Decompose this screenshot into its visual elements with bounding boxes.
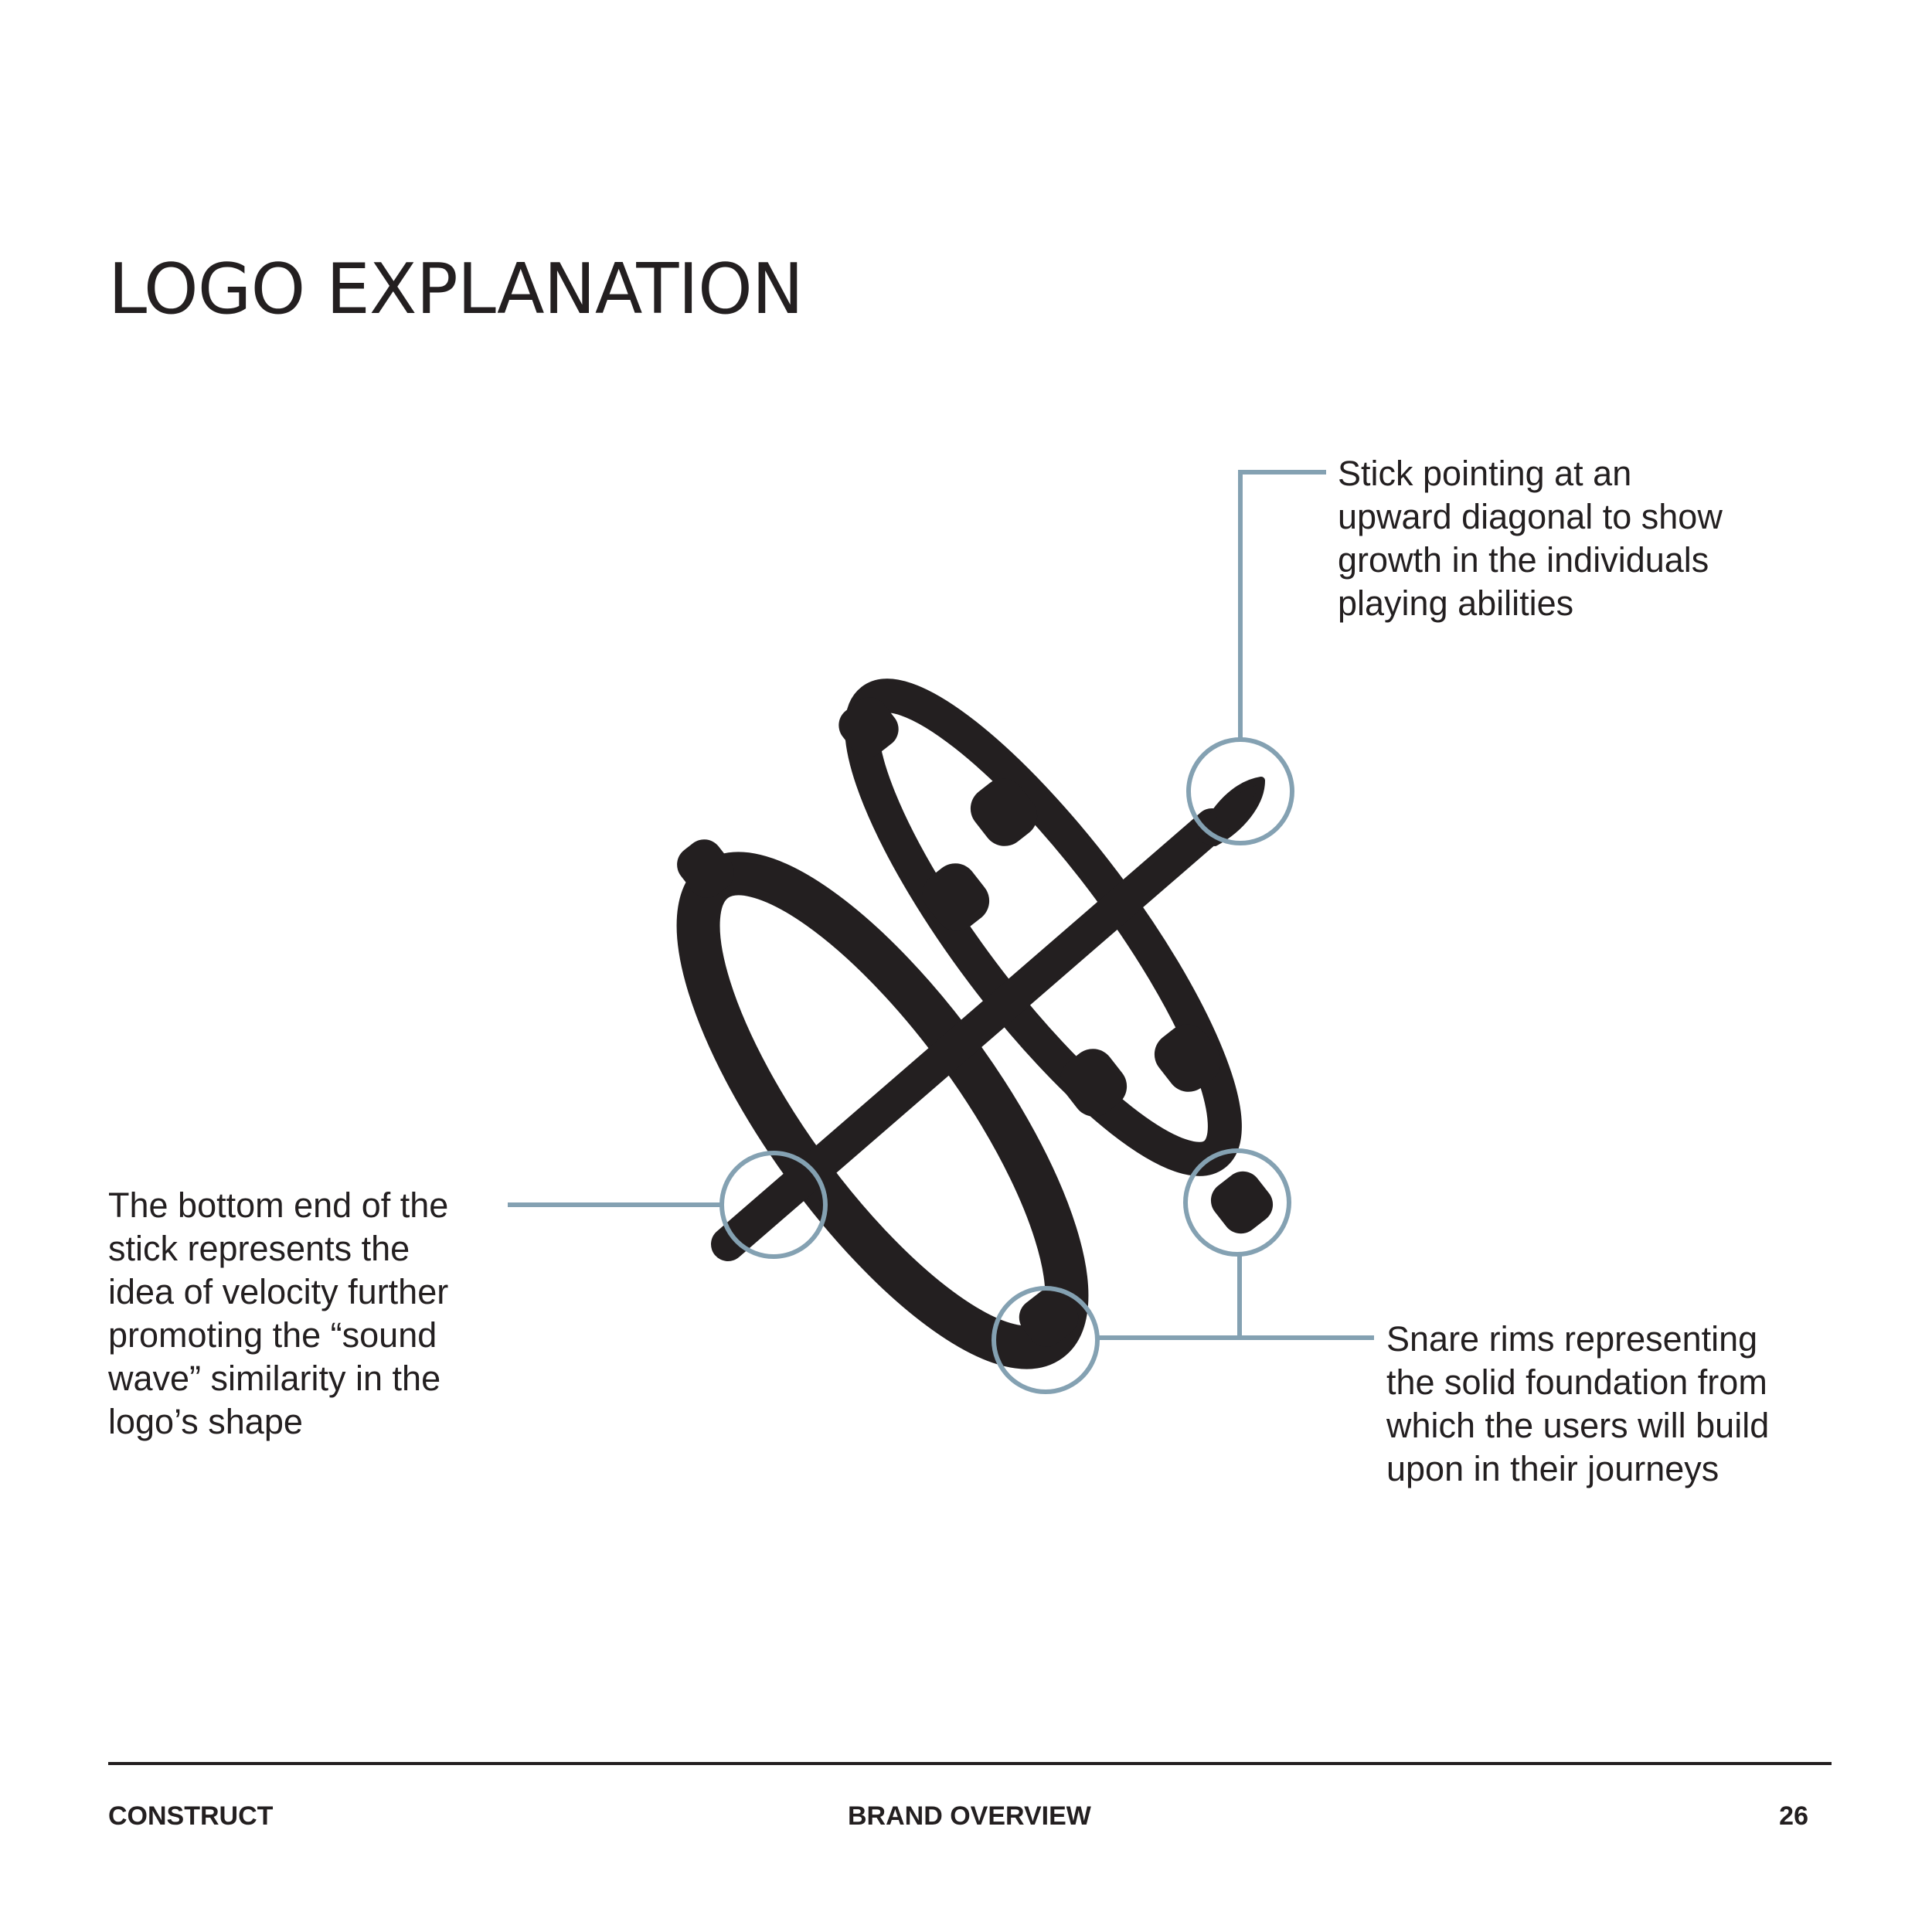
callout-line: growth in the individuals bbox=[1338, 540, 1709, 580]
callout-line: logo’s shape bbox=[108, 1402, 303, 1441]
footer-section: BRAND OVERVIEW bbox=[848, 1801, 1091, 1831]
callout-line: promoting the “sound bbox=[108, 1315, 437, 1355]
callout-line: Snare rims representing bbox=[1386, 1319, 1758, 1359]
callout-line: stick represents the bbox=[108, 1229, 410, 1268]
callout-stick-end bbox=[108, 1184, 448, 1444]
callout-line: Stick pointing at an bbox=[1338, 454, 1632, 493]
callout-snare-rims bbox=[1386, 1318, 1769, 1491]
callout-line: playing abilities bbox=[1338, 583, 1574, 623]
page-number: 26 bbox=[1779, 1801, 1808, 1831]
callout-line: upward diagonal to show bbox=[1338, 497, 1723, 536]
callout-stick-tip bbox=[1338, 452, 1723, 625]
page-title: LOGO EXPLANATION bbox=[108, 249, 804, 330]
callout-line: upon in their journeys bbox=[1386, 1449, 1719, 1488]
callout-line: The bottom end of the bbox=[108, 1185, 449, 1225]
callout-line: which the users will build bbox=[1386, 1406, 1770, 1445]
footer-divider bbox=[108, 1762, 1832, 1765]
callout-line: idea of velocity further bbox=[108, 1272, 449, 1311]
callout-line: the solid foundation from bbox=[1386, 1362, 1767, 1402]
callout-line: wave” similarity in the bbox=[108, 1359, 441, 1398]
footer-brand: CONSTRUCT bbox=[108, 1801, 274, 1831]
construct-logo bbox=[638, 655, 1280, 1396]
